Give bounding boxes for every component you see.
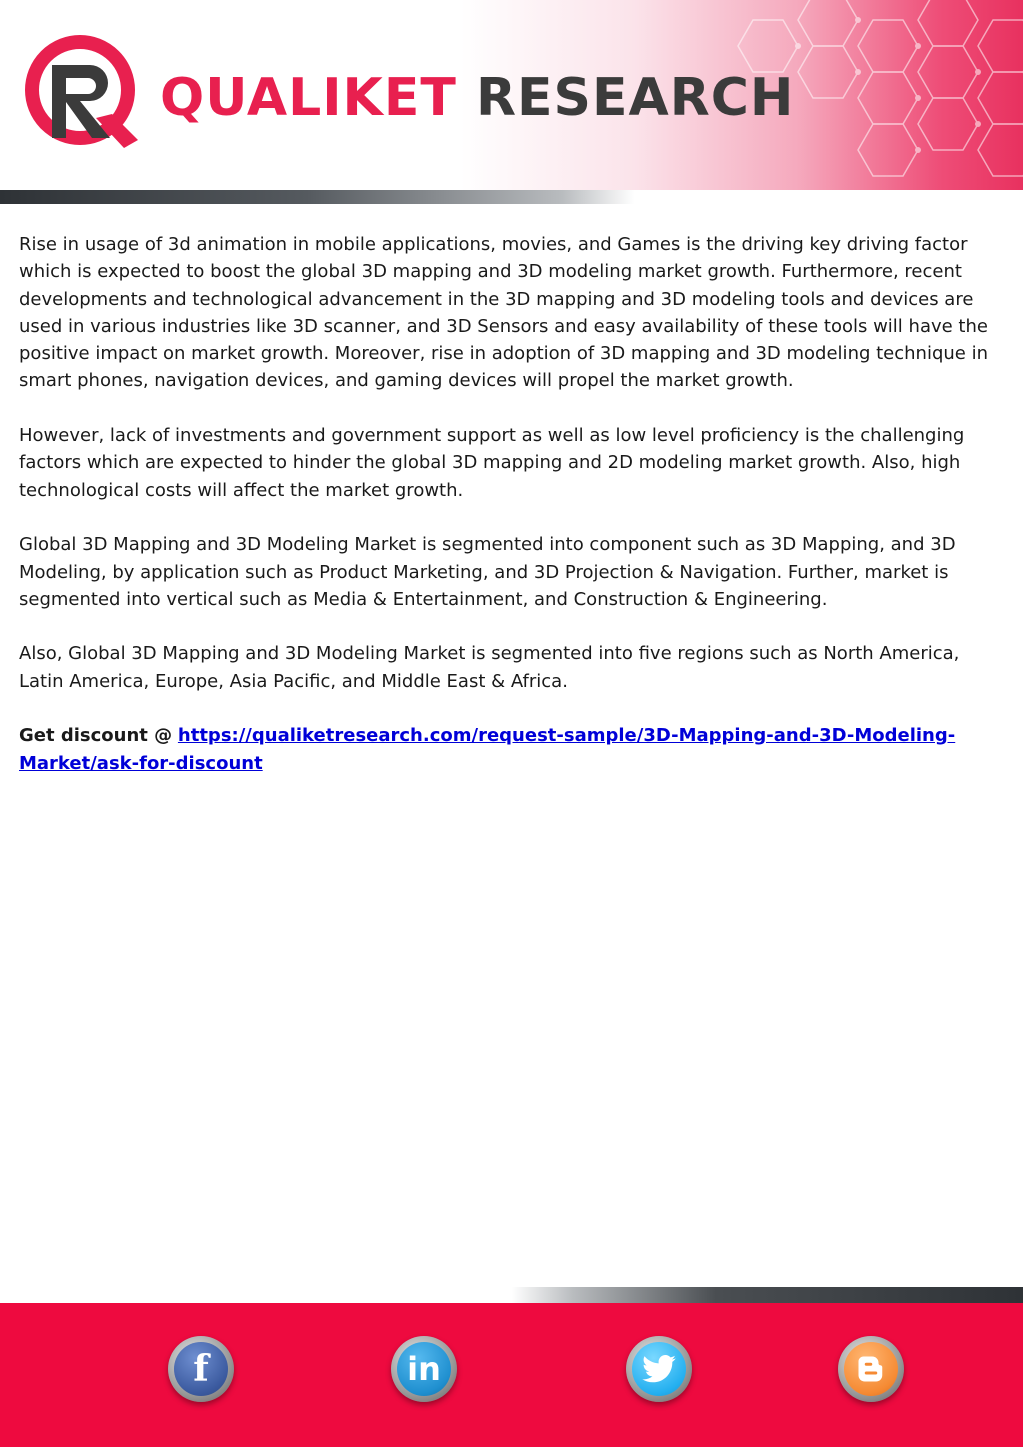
- discount-label: Get discount @: [19, 725, 173, 747]
- logo-word-research: RESEARCH: [475, 68, 795, 128]
- paragraph-segmentation: Global 3D Mapping and 3D Modeling Market is segmented into component such as 3D Mapping, and 3D Modeling, by application such as Product Marketing, and 3D Projection & Navigation. Further, market is segmented into vertical such as Media & Entertainment, and Construction & Engineering.: [19, 534, 956, 610]
- footer-divider-bar: [0, 1287, 1023, 1303]
- article-body: [19, 231, 1004, 804]
- discount-link[interactable]: https://qualiketresearch.com/request-sample/3D-Mapping-and-3D-Modeling-Market/ask-for-discount: [19, 725, 956, 774]
- twitter-icon: [632, 1342, 686, 1396]
- paragraph-restraints: However, lack of investments and government support as well as low level proficiency is the challenging factors which are expected to hinder the global 3D mapping and 2D modeling market growth. Also, high technological costs will affect the market growth.: [19, 425, 965, 501]
- header-divider-bar: [0, 190, 1023, 204]
- facebook-button[interactable]: [168, 1336, 234, 1402]
- page-footer: [0, 1303, 1023, 1447]
- page-header: [0, 0, 1023, 190]
- blogger-b-icon: [856, 1354, 886, 1384]
- blogger-button[interactable]: [838, 1336, 904, 1402]
- facebook-icon: f: [174, 1342, 228, 1396]
- discount-line: [19, 722, 1004, 777]
- logo-q-r-mark-icon: [22, 30, 142, 150]
- paragraph-regions: Also, Global 3D Mapping and 3D Modeling Market is segmented into five regions such as North America, Latin America, Europe, Asia Pacific, and Middle East & Africa.: [19, 643, 960, 692]
- linkedin-icon: in: [397, 1342, 451, 1396]
- qualiket-research-logo[interactable]: [22, 30, 795, 155]
- twitter-button[interactable]: [626, 1336, 692, 1402]
- paragraph-drivers: Rise in usage of 3d animation in mobile applications, movies, and Games is the driving key driving factor which is expected to boost the global 3D mapping and 3D modeling market growth. Furthermore, recent developments and technological advancement in the 3D mapping and 3D modeling tools and devices are used in various industries like 3D scanner, and 3D Sensors and easy availability of these tools will have the positive impact on market growth. Moreover, rise in adoption of 3D mapping and 3D modeling technique in smart phones, navigation devices, and gaming devices will propel the market growth.: [19, 234, 989, 392]
- logo-word-qualiket: QUALIKET: [160, 68, 457, 128]
- linkedin-button[interactable]: [391, 1336, 457, 1402]
- twitter-bird-icon: [642, 1355, 676, 1383]
- logo-wordmark: [160, 68, 794, 128]
- blogger-icon: [844, 1342, 898, 1396]
